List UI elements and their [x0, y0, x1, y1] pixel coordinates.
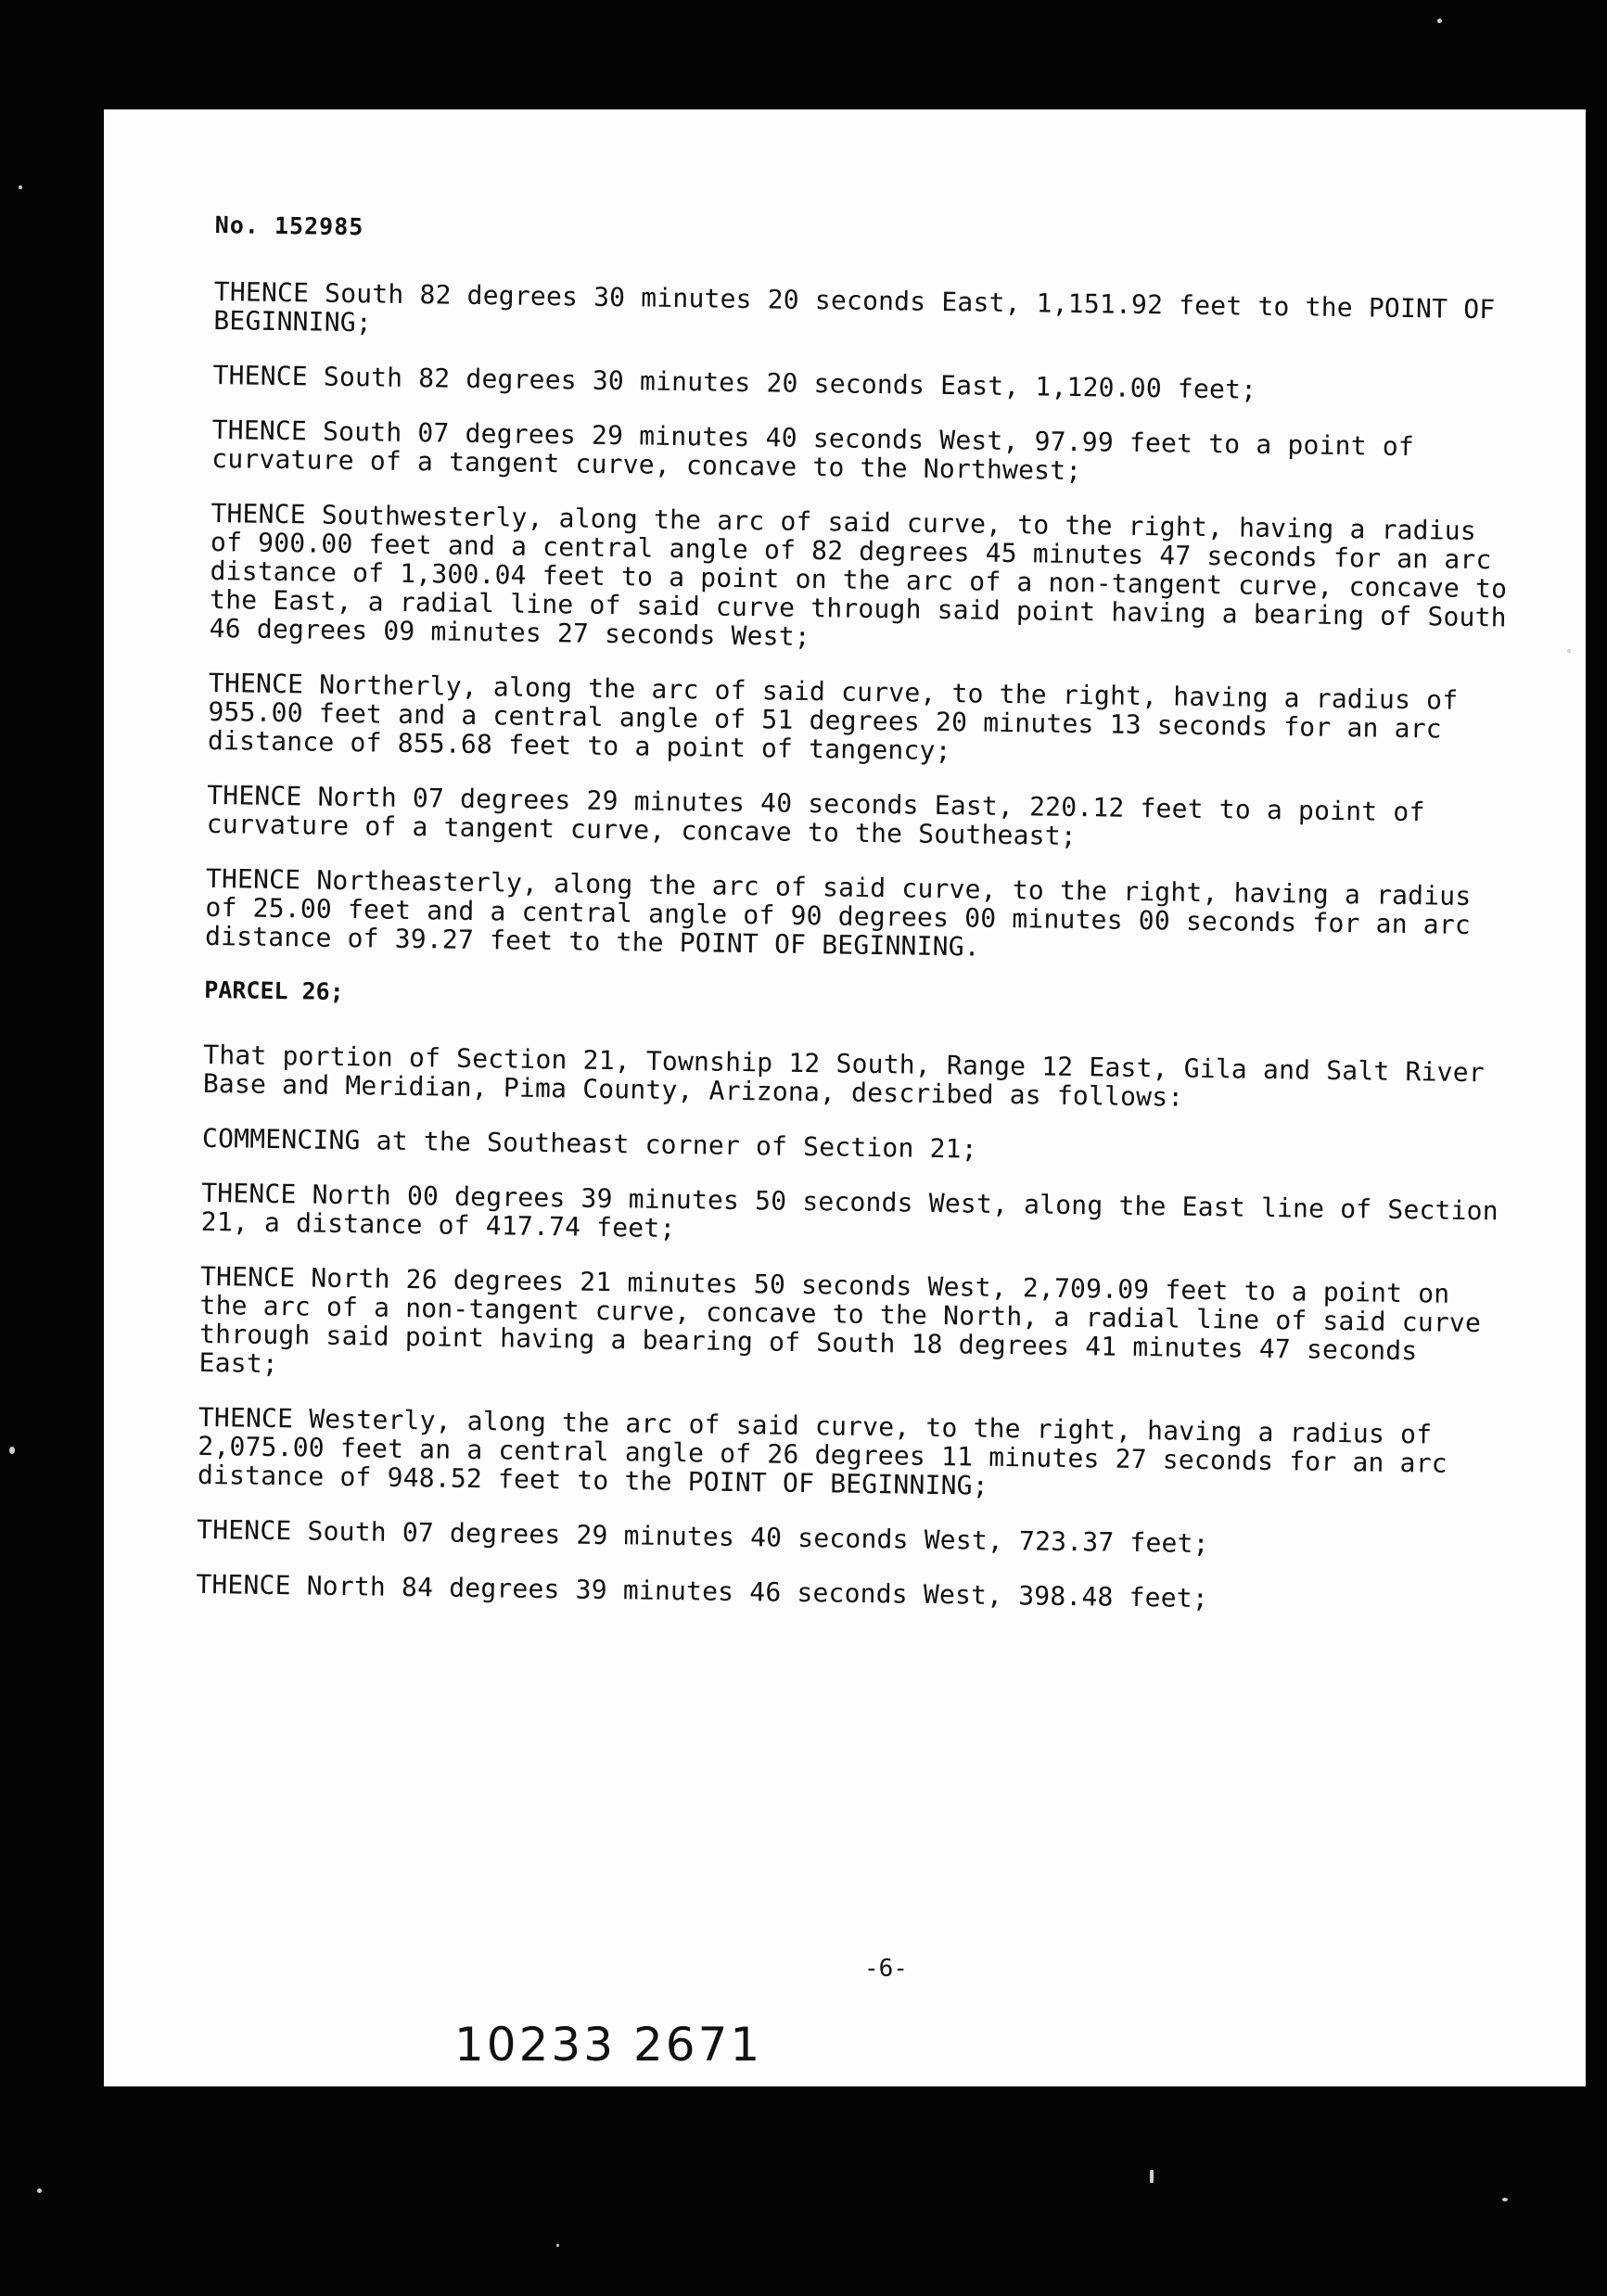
legal-paragraph: THENCE Northeasterly, along the arc of said curve, to the right, having a radius of 25.00 feet and a central angle of 90 degrees 00 minutes 00 seconds for an arc distance of 39.27 feet to the POINT OF BEGINNING. — [204, 862, 1472, 963]
document-number: No. 152985 — [214, 211, 364, 241]
scan-noise-speck — [37, 2188, 42, 2193]
page-number: -6- — [864, 1955, 908, 1983]
scan-noise-speck — [9, 1447, 15, 1454]
legal-paragraph: THENCE South 07 degrees 29 minutes 40 seconds West, 97.99 feet to a point of curvature of a tangent curve, concave to the Northwest; — [211, 414, 1415, 487]
legal-paragraph: THENCE North 26 degrees 21 minutes 50 seconds West, 2,709.09 feet to a point on the arc of a non-tangent curve, concave to the North, a radial line of said curve through said point having a bearing of South 18 degrees 41 minutes 47 seconds East; — [198, 1260, 1482, 1380]
legal-paragraph: THENCE Southwesterly, along the arc of said curve, to the right, having a radius of 900.00 feet and a central angle of 82 degrees 45 minutes 47 seconds for an arc distance of 1,300.04 feet to a point on the arc of a non-tangent curve, concave to the East, a radial line of said curve through said point having a bearing of South 46 degrees 09 minutes 27 seconds West; — [209, 497, 1508, 653]
parcel-heading: PARCEL 26; — [204, 976, 344, 1006]
legal-paragraph: THENCE North 00 degrees 39 minutes 50 seconds West, along the East line of Section 21, a distance of 417.74 feet; — [200, 1177, 1499, 1244]
legal-paragraph: THENCE Northerly, along the arc of said curve, to the right, having a radius of 955.00 feet and a central angle of 51 degrees 20 minutes 13 seconds for an arc distance of 855.68 feet to a point of tangency; — [207, 667, 1459, 767]
legal-paragraph: THENCE North 07 degrees 29 minutes 40 seconds East, 220.12 feet to a point of curvature of a tangent curve, concave to the Southeast; — [206, 779, 1425, 852]
document-body — [196, 211, 1513, 1642]
legal-paragraph: That portion of Section 21, Township 12 South, Range 12 East, Gila and Salt River Base and Meridian, Pima County, Arizona, described as follows: — [202, 1039, 1486, 1113]
scan-noise-speck — [1502, 2198, 1508, 2201]
legal-paragraph: THENCE Westerly, along the arc of said curve, to the right, having a radius of 2,075.00 feet an a central angle of 26 degrees 11 minutes 27 seconds for an arc distance of 948.52 feet to the POINT OF BEGINNING; — [197, 1401, 1448, 1501]
scan-noise-speck — [556, 2244, 559, 2247]
recording-stamp: 10233 2671 — [454, 2018, 763, 2072]
scan-noise-speck — [1567, 649, 1571, 653]
legal-paragraph: THENCE North 84 degrees 39 minutes 46 seconds West, 398.48 feet; — [196, 1568, 1209, 1614]
legal-paragraph: THENCE South 82 degrees 30 minutes 20 seconds East, 1,151.92 feet to the POINT OF BEGINNING; — [213, 275, 1496, 338]
legal-paragraph: COMMENCING at the Southeast corner of Section 21; — [201, 1122, 978, 1165]
document-page — [104, 109, 1586, 2086]
scan-noise-speck — [19, 185, 22, 189]
legal-paragraph: THENCE South 07 degrees 29 minutes 40 seconds West, 723.37 feet; — [196, 1513, 1209, 1560]
legal-paragraph: THENCE South 82 degrees 30 minutes 20 seconds East, 1,120.00 feet; — [212, 359, 1257, 405]
scan-noise-speck — [1150, 2170, 1154, 2183]
scan-noise-speck — [1437, 19, 1442, 23]
